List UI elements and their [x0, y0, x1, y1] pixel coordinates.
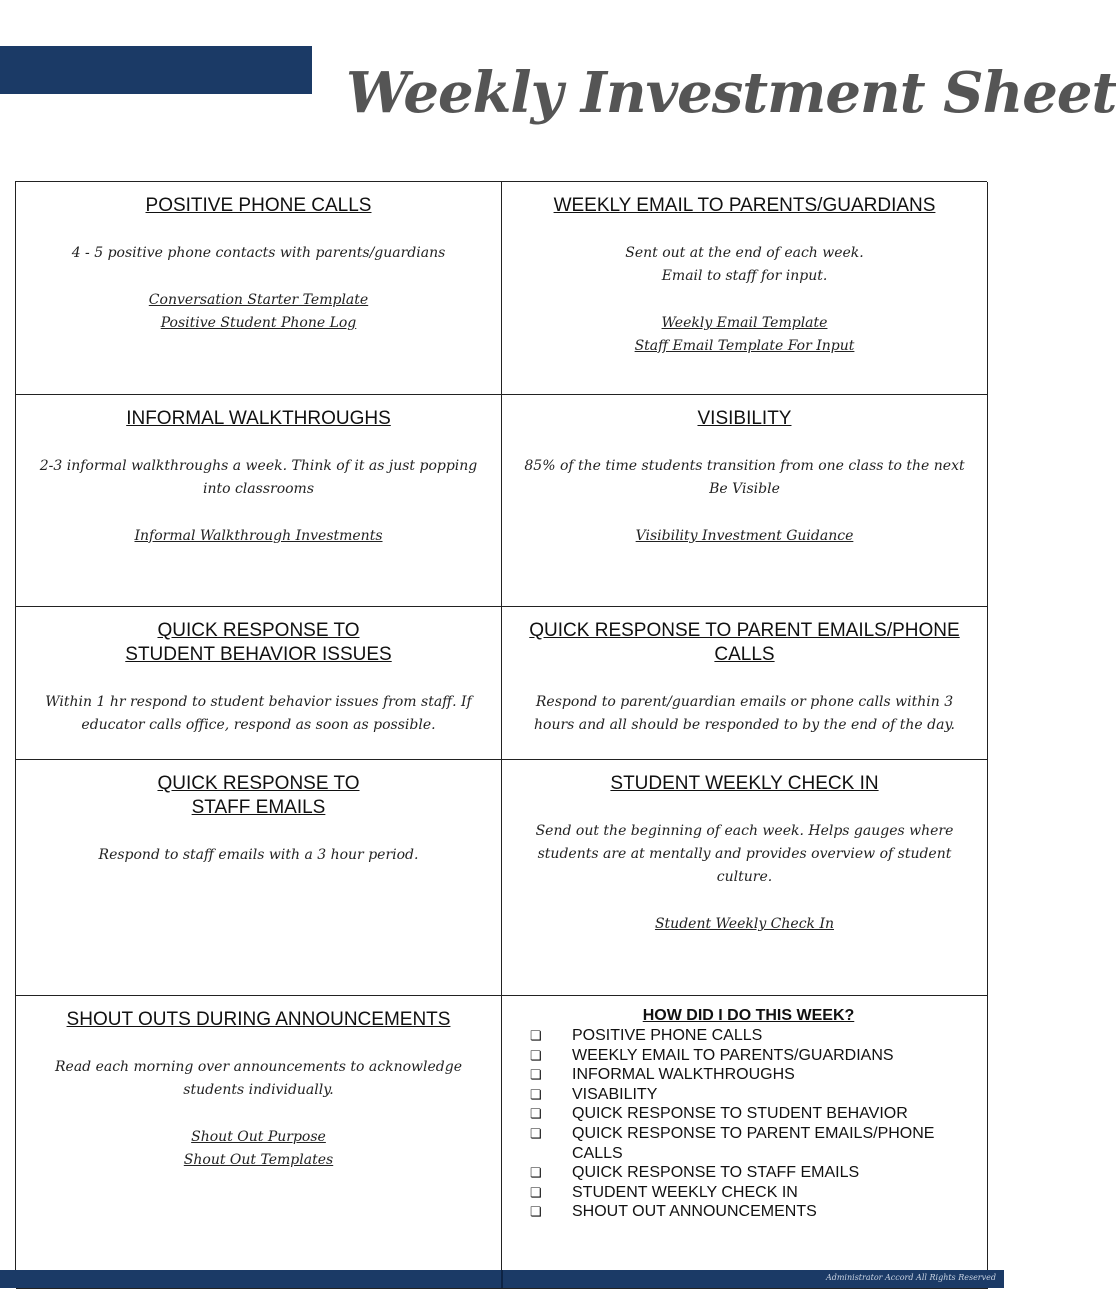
conversation-starter-template-link[interactable]: Conversation Starter Template: [148, 292, 369, 308]
checklist-title: HOW DID I DO THIS WEEK?: [642, 1007, 855, 1024]
checkbox-icon[interactable]: ❏: [530, 1047, 542, 1063]
cell-quick-response-parent-emails: [502, 607, 988, 760]
page-title: Weekly Investment Sheet: [346, 60, 1116, 126]
header-accent-bar: [0, 46, 312, 94]
checklist-item-label: SHOUT OUT ANNOUNCEMENTS: [572, 1203, 817, 1221]
cell-quick-response-student-behavior: [16, 607, 502, 760]
footer-divider: [501, 1270, 503, 1288]
cell-description: [514, 242, 975, 288]
checklist-item-label: INFORMAL WALKTHROUGHS: [572, 1066, 795, 1084]
shout-out-templates-link[interactable]: Shout Out Templates: [183, 1152, 334, 1168]
cell-description: Respond to staff emails with a 3 hour period.: [98, 847, 419, 863]
cell-description: Respond to parent/guardian emails or phone calls within 3 hours and all should be responded to by the end of the day.: [534, 694, 955, 733]
cell-shout-outs: [16, 996, 502, 1289]
cell-description: [514, 455, 975, 501]
cell-heading: [28, 772, 489, 820]
heading-line: STUDENT BEHAVIOR ISSUES: [125, 644, 392, 665]
shout-out-purpose-link[interactable]: Shout Out Purpose: [191, 1129, 326, 1145]
checklist-item[interactable]: [530, 1183, 967, 1203]
cell-visibility: [502, 395, 988, 607]
checklist-item[interactable]: [530, 1026, 967, 1046]
description-line: Email to staff for input.: [661, 268, 828, 284]
checkbox-icon[interactable]: ❏: [530, 1106, 542, 1122]
checklist-item-label: QUICK RESPONSE TO STAFF EMAILS: [572, 1164, 860, 1182]
footer-bar: [0, 1270, 1004, 1288]
checklist-item-label: QUICK RESPONSE TO PARENT EMAILS/PHONE CALLS: [572, 1124, 935, 1162]
weekly-email-template-link[interactable]: Weekly Email Template: [661, 315, 828, 331]
checklist-item-label: WEEKLY EMAIL TO PARENTS/GUARDIANS: [572, 1046, 894, 1064]
description-line: 85% of the time students transition from one class to the next: [524, 458, 965, 474]
checklist-item[interactable]: [530, 1046, 967, 1066]
cell-heading: [28, 619, 489, 667]
cell-links: [28, 1126, 489, 1172]
cell-heading: WEEKLY EMAIL TO PARENTS/GUARDIANS: [553, 195, 936, 216]
checklist-item-label: POSITIVE PHONE CALLS: [572, 1027, 763, 1044]
heading-line: QUICK RESPONSE TO: [157, 620, 360, 641]
checklist-item[interactable]: [530, 1163, 967, 1183]
cell-quick-response-staff-emails: [16, 760, 502, 996]
checklist-item-label: STUDENT WEEKLY CHECK IN: [572, 1183, 798, 1201]
cell-links: [514, 525, 975, 548]
checklist-item-label: QUICK RESPONSE TO STUDENT BEHAVIOR: [572, 1105, 908, 1123]
cell-weekly-checklist: [502, 996, 988, 1289]
cell-description: 4 - 5 positive phone contacts with parents/guardians: [71, 245, 446, 261]
informal-walkthrough-investments-link[interactable]: Informal Walkthrough Investments: [134, 528, 383, 544]
cell-links: [28, 525, 489, 548]
checklist-item[interactable]: [530, 1104, 967, 1124]
cell-links: [28, 289, 489, 335]
cell-weekly-email: [502, 182, 988, 395]
checkbox-icon[interactable]: ❏: [530, 1028, 542, 1043]
checkbox-icon[interactable]: ❏: [530, 1086, 542, 1102]
cell-description: 2-3 informal walkthroughs a week. Think of it as just popping into classrooms: [39, 458, 478, 497]
checkbox-icon[interactable]: ❏: [530, 1067, 542, 1083]
investment-grid: [15, 181, 987, 1288]
cell-heading: INFORMAL WALKTHROUGHS: [126, 408, 391, 429]
checklist-item[interactable]: [530, 1124, 967, 1163]
description-line: Sent out at the end of each week.: [625, 245, 864, 261]
visibility-investment-guidance-link[interactable]: Visibility Investment Guidance: [635, 528, 854, 544]
positive-student-phone-log-link[interactable]: Positive Student Phone Log: [160, 315, 357, 331]
cell-heading: POSITIVE PHONE CALLS: [145, 195, 372, 216]
cell-heading: VISIBILITY: [697, 408, 792, 429]
cell-description: Read each morning over announcements to acknowledge students individually.: [55, 1059, 462, 1098]
cell-student-weekly-check-in: [502, 760, 988, 996]
cell-heading: SHOUT OUTS DURING ANNOUNCEMENTS: [66, 1009, 451, 1030]
checklist: [530, 1026, 967, 1222]
cell-heading: QUICK RESPONSE TO PARENT EMAILS/PHONE CALLS: [529, 620, 960, 665]
checkbox-icon[interactable]: ❏: [530, 1184, 542, 1200]
cell-description: Send out the beginning of each week. Helps gauges where students are at mentally and provides overview of student culture.: [535, 823, 954, 885]
student-weekly-check-in-link[interactable]: Student Weekly Check In: [654, 916, 835, 932]
checklist-item-label: VISABILITY: [572, 1085, 658, 1103]
heading-line: QUICK RESPONSE TO: [157, 773, 360, 794]
footer-text: Administrator Accord All Rights Reserved: [825, 1273, 996, 1282]
staff-email-template-link[interactable]: Staff Email Template For Input: [634, 338, 855, 354]
checklist-item[interactable]: [530, 1202, 967, 1222]
cell-description: Within 1 hr respond to student behavior issues from staff. If educator calls office, respond as soon as possible.: [45, 694, 472, 733]
description-line: Be Visible: [709, 481, 780, 497]
cell-informal-walkthroughs: [16, 395, 502, 607]
checkbox-icon[interactable]: ❏: [530, 1125, 542, 1141]
cell-heading: STUDENT WEEKLY CHECK IN: [610, 773, 879, 794]
cell-positive-phone-calls: [16, 182, 502, 395]
cell-links: [514, 312, 975, 358]
checkbox-icon[interactable]: ❏: [530, 1165, 542, 1181]
heading-line: STAFF EMAILS: [191, 797, 326, 818]
checklist-item[interactable]: [530, 1085, 967, 1105]
checklist-item[interactable]: [530, 1065, 967, 1085]
checkbox-icon[interactable]: ❏: [530, 1204, 542, 1220]
cell-links: [514, 913, 975, 936]
